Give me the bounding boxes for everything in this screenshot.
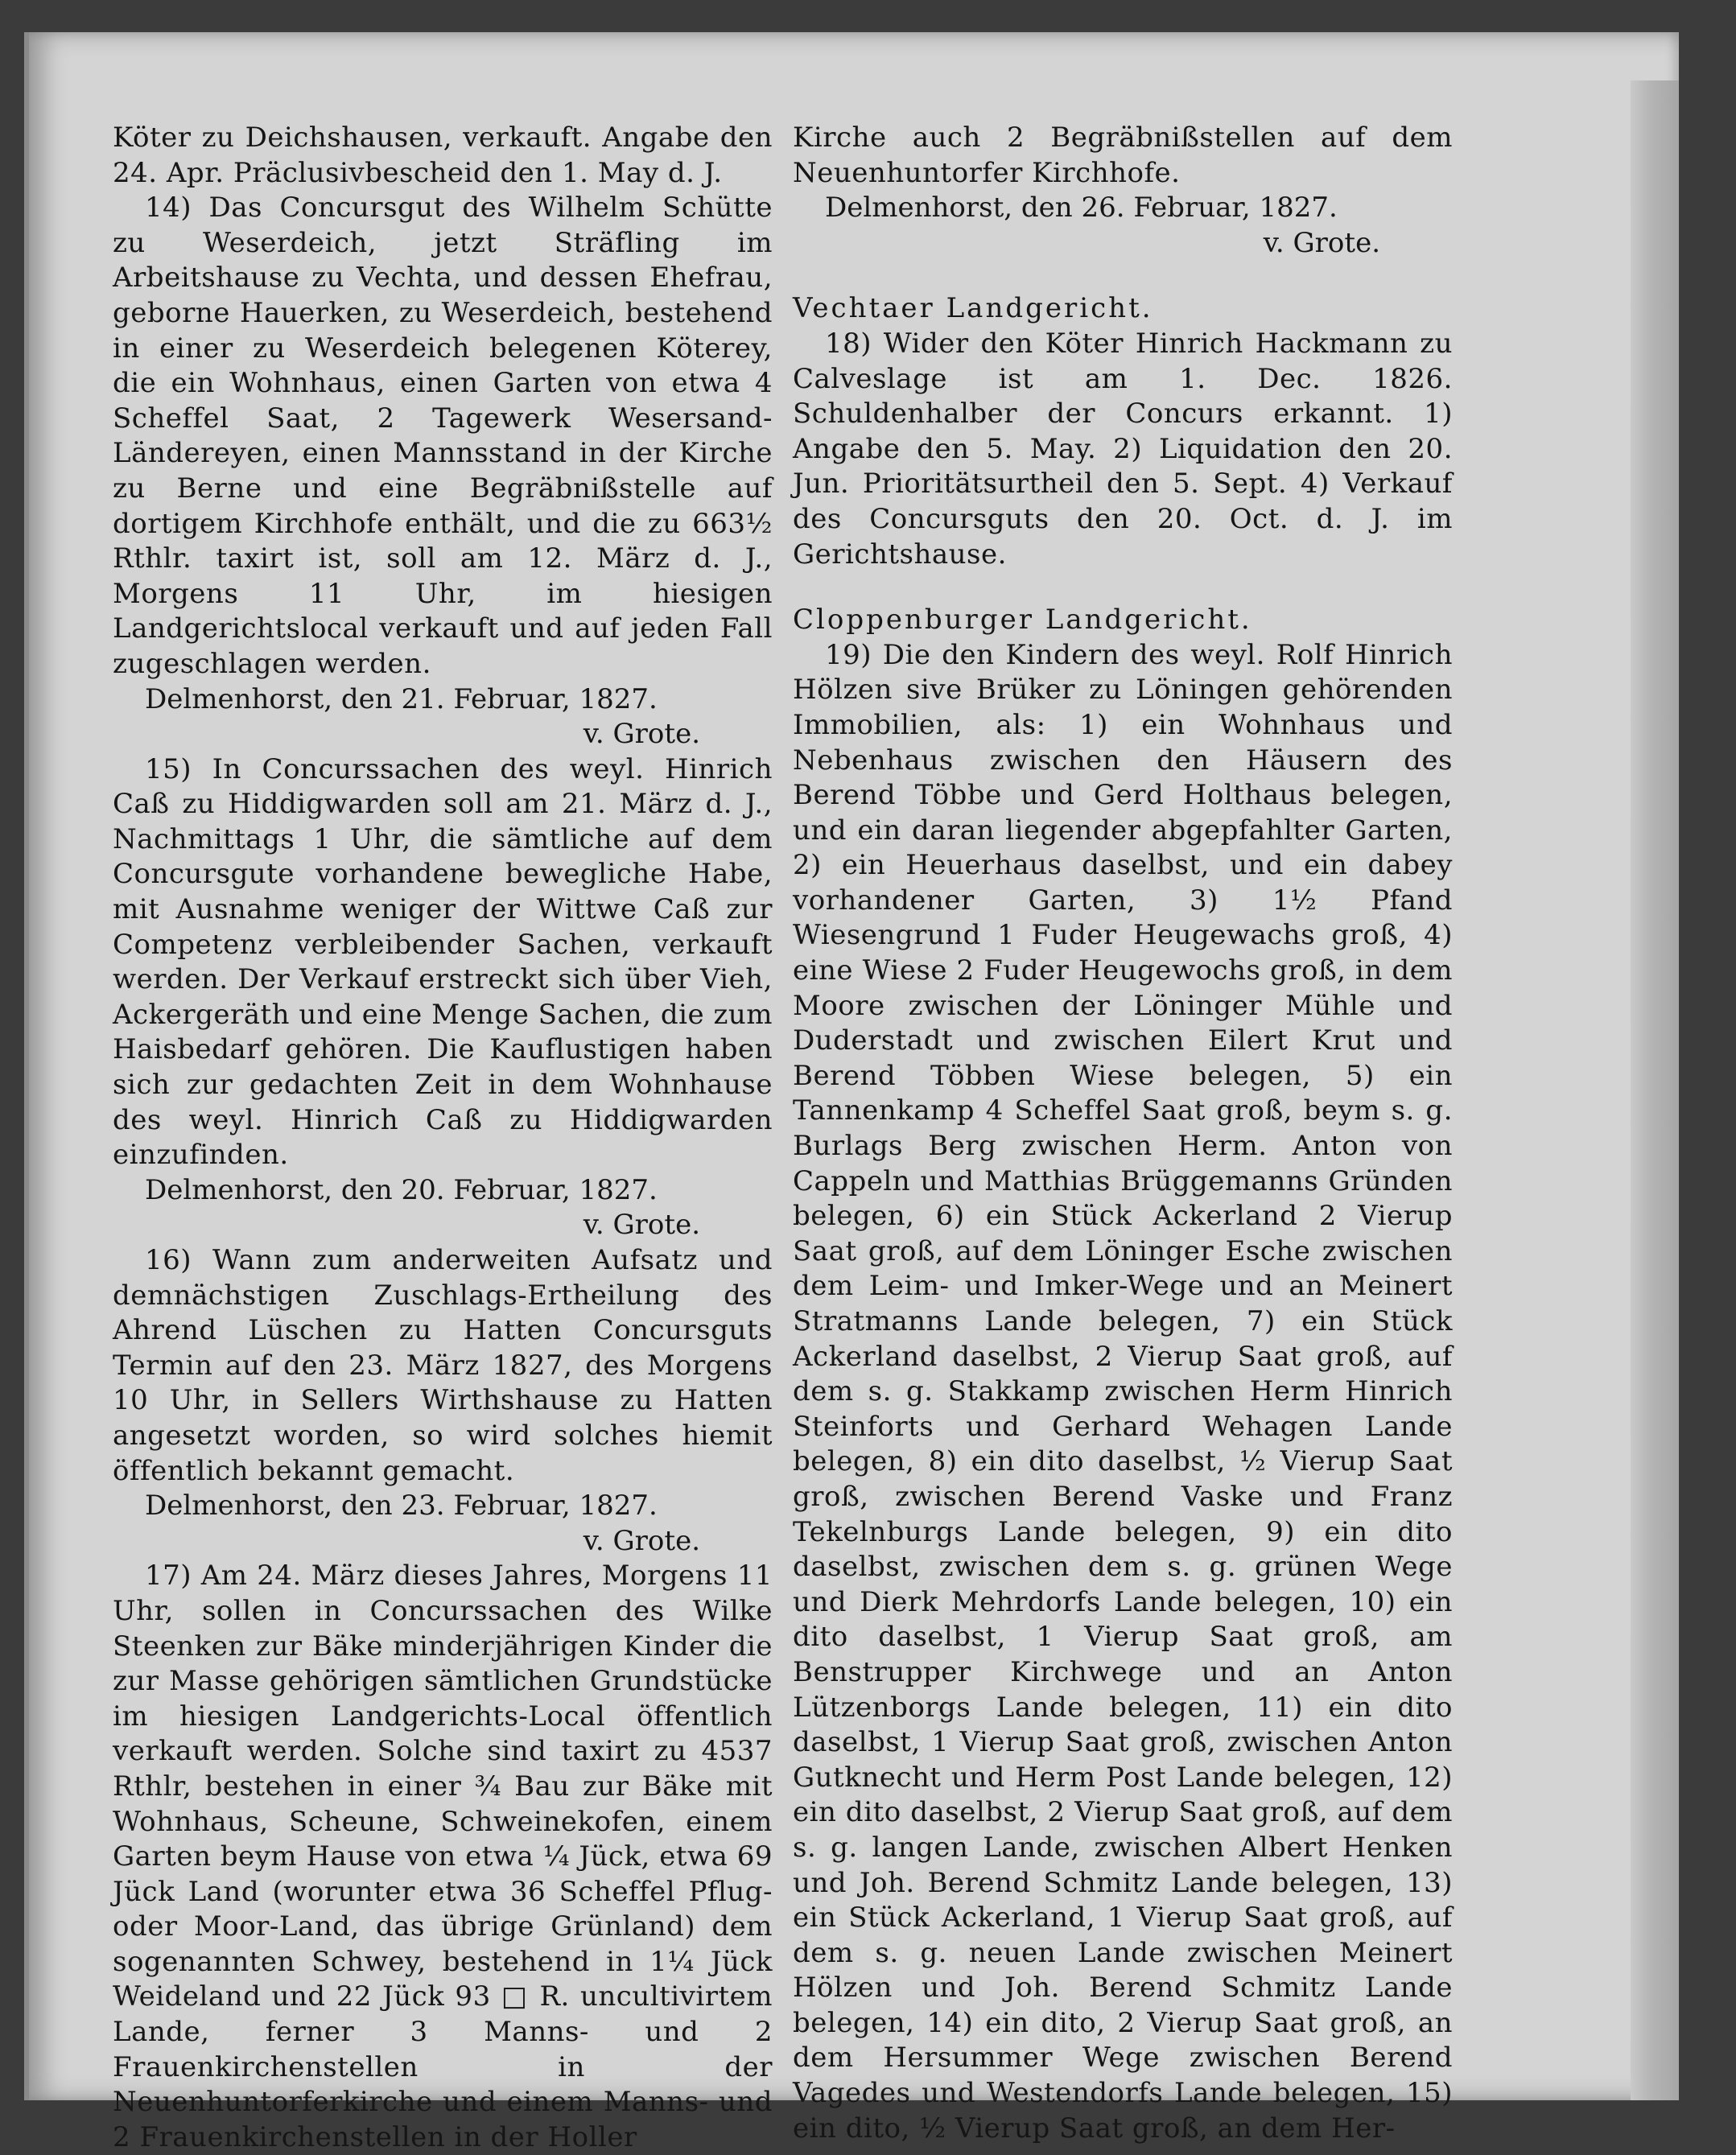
notice-15-signature: v. Grote. bbox=[583, 1209, 700, 1242]
notice-13-tail: Köter zu Deichshausen, verkauft. Angabe den 24. Apr. Präclusivbescheid den 1. May d. J. bbox=[113, 122, 773, 189]
heading-vechta-court: Vechtaer Landgericht. bbox=[793, 292, 1153, 325]
notice-14-signature: v. Grote. bbox=[583, 718, 700, 751]
notice-15-place-date: Delmenhorst, den 20. Februar, 1827. bbox=[145, 1173, 658, 1206]
notice-17-place-date: Delmenhorst, den 26. Februar, 1827. bbox=[825, 192, 1338, 225]
heading-cloppenburg-court: Cloppenburger Landgericht. bbox=[793, 604, 1252, 637]
notice-18: 18) Wider den Köter Hinrich Hackmann zu Calveslage ist am 1. Dec. 1826. Schuldenhalber der Concurs erkannt. 1) Angabe den 5. May. 2) Liquidation den 20. Jun. Prioritätsurtheil den 5. Sept. 4) Verkauf des Concursguts den 20. Oct. d. J. im Gerichtshause. bbox=[793, 327, 1453, 571]
notice-14: 14) Das Concursgut des Wilhelm Schütte zu Weserdeich, jetzt Sträfling im Arbeitshause zu Vechta, und dessen Ehefrau, geborne Hauerken, zu Weserdeich, bestehend in einer zu Weserdeich belegenen Köterey, die ein Wohnhaus, einen Garten von etwa 4 Scheffel Saat, 2 Tagewerk Wesersand-Ländereyen, einen Mannsstand in der Kirche zu Berne und eine Begräbnißstelle auf dortigem Kirchhofe enthält, und die zu 663½ Rthlr. taxirt ist, soll am 12. März d. J., Morgens 11 Uhr, im hiesigen Landgerichtslocal verkauft und auf jeden Fall zugeschlagen werden. bbox=[113, 192, 773, 680]
left-column bbox=[113, 121, 773, 2155]
notice-16-place-date: Delmenhorst, den 23. Februar, 1827. bbox=[145, 1490, 658, 1523]
notice-17-signature: v. Grote. bbox=[1263, 226, 1380, 259]
spacer bbox=[793, 572, 1453, 587]
notice-16: 16) Wann zum anderweiten Aufsatz und demnächstigen Zuschlags-Ertheilung des Ahrend Lüschen zu Hatten Concursguts Termin auf den 23. März 1827, des Morgens 10 Uhr, in Sellers Wirthshause zu Hatten angesetzt worden, so wird solches hiemit öffentlich bekannt gemacht. bbox=[113, 1244, 773, 1487]
notice-14-place-date: Delmenhorst, den 21. Februar, 1827. bbox=[145, 682, 658, 715]
notice-15: 15) In Concurssachen des weyl. Hinrich Caß zu Hiddigwarden soll am 21. März d. J., Nachmittags 1 Uhr, die sämtliche auf dem Concursgute vorhandene bewegliche Habe, mit Ausnahme weniger der Wittwe Caß zur Competenz verbleibender Sachen, verkauft werden. Der Verkauf erstreckt sich über Vieh, Ackergeräth und eine Menge Sachen, die zum Haisbedarf gehören. Die Kauflustigen haben sich zur gedachten Zeit in dem Wohnhause des weyl. Hinrich Caß zu Hiddigwarden einzufinden. bbox=[113, 752, 773, 1172]
notice-16-signature: v. Grote. bbox=[583, 1524, 700, 1557]
right-column bbox=[793, 121, 1453, 2146]
notice-19: 19) Die den Kindern des weyl. Rolf Hinrich Hölzen sive Brüker zu Löningen gehörenden Immobilien, als: 1) ein Wohnhaus und Nebenhaus zwischen den Häusern des Berend Többe und Gerd Holthaus belegen, und ein daran liegender abgepfahlter Garten, 2) ein Heuerhaus daselbst, und ein dabey vorhandener Garten, 3) 1½ Pfand Wiesengrund 1 Fuder Heugewachs groß, 4) eine Wiese 2 Fuder Heugewochs groß, in dem Moore zwischen der Löninger Mühle und Duderstadt und zwischen Eilert Krut und Berend Többen Wiese belegen, 5) ein Tannenkamp 4 Scheffel Saat groß, beym s. g. Burlags Berg zwischen Herm. Anton von Cappeln und Matthias Brüggemanns Gründen belegen, 6) ein Stück Ackerland 2 Vierup Saat groß, auf dem Löninger Esche zwischen dem Leim- und Imker-Wege und an Meinert Stratmanns Lande belegen, 7) ein Stück Ackerland daselbst, 2 Vierup Saat groß, auf dem s. g. Stakkamp zwischen Herm Hinrich Steinforts und Gerhard Wehagen Lande belegen, 8) ein dito daselbst, ½ Vierup Saat groß, zwischen Berend Vaske und Franz Tekelnburgs Lande belegen, 9) ein dito daselbst, zwischen dem s. g. grünen Wege und Dierk Mehrdorfs Lande belegen, 10) ein dito daselbst, 1 Vierup Saat groß, am Benstrupper Kirchwege und an Anton Lützenborgs Lande belegen, 11) ein dito daselbst, 1 Vierup Saat groß, zwischen Anton Gutknecht und Herm Post Lande belegen, 12) ein dito daselbst, 2 Vierup Saat groß, auf dem s. g. langen Lande, zwischen Albert Henken und Joh. Berend Schmitz Lande belegen, 13) ein Stück Ackerland, 1 Vierup Saat groß, auf dem s. g. neuen Lande zwischen Meinert Hölzen und Joh. Berend Schmitz Lande belegen, 14) ein dito, 2 Vierup Saat groß, an dem Hersummer Wege zwischen Berend Vagedes und Westendorfs Lande belegen, 15) ein dito, ½ Vierup Saat groß, an dem Her- bbox=[793, 638, 1453, 2145]
spacer bbox=[793, 261, 1453, 275]
page-edge bbox=[1631, 80, 1679, 2100]
notice-17-tail: Kirche auch 2 Begräbnißstellen auf dem Neuenhuntorfer Kirchhofe. bbox=[793, 122, 1453, 189]
notice-17: 17) Am 24. März dieses Jahres, Morgens 11 Uhr, sollen in Concurssachen des Wilke Steenken zur Bäke minderjährigen Kinder die zur Masse gehörigen sämtlichen Grundstücke im hiesigen Landgerichts-Local öffentlich verkauft werden. Solche sind taxirt zu 4537 Rthlr, bestehen in einer ¾ Bau zur Bäke mit Wohnhaus, Scheune, Schweinekofen, einem Garten beym Hause von etwa ¼ Jück, etwa 69 Jück Land (worunter etwa 36 Scheffel Pflug- oder Moor-Land, das übrige Grünland) dem sogenannten Schwey, bestehend in 1¼ Jück Weideland und 22 Jück 93 □ R. uncultivirtem Lande, ferner 3 Manns- und 2 Frauenkirchenstellen in der Neuenhuntorferkirche und einem Manns- und 2 Frauenkirchenstellen in der Holler bbox=[113, 1560, 773, 2153]
